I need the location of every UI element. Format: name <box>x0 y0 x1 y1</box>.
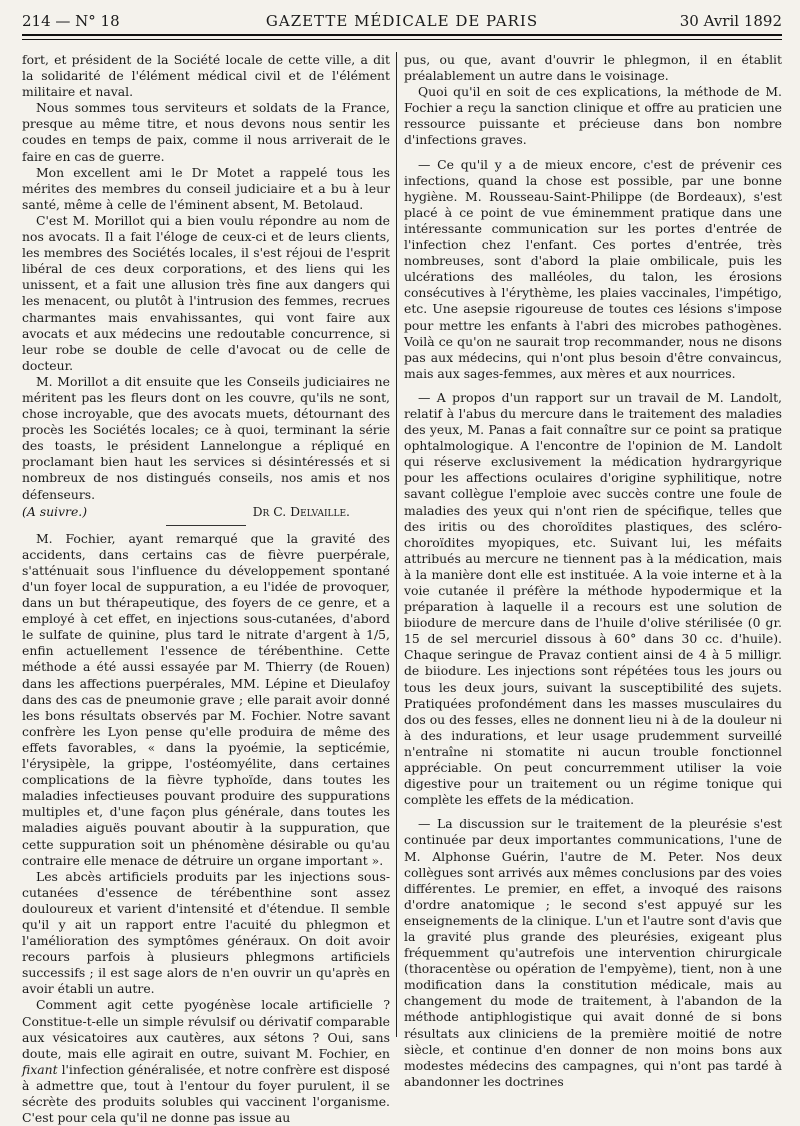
page-header <box>22 10 782 36</box>
page-number: 214 — N° 18 <box>22 12 120 30</box>
paragraph: Quoi qu'il en soit de ces explications, la méthode de M. Fochier a reçu la sanction clinique et offre au praticien une ressource puissante et précieuse dans bon nombre d'infections graves. <box>404 84 782 148</box>
paragraph: M. Fochier, ayant remarqué que la gravité des accidents, dans certains cas de fièvre puerpérale, s'atténuait sous l'influence du développement spontané d'un foyer local de suppuration, a eu l'idée de provoquer, dans un but thérapeutique, des foyers de ce genre, et a employé à cet effet, en injections sous-cutanées, d'abord le sulfate de quinine, plus tard le nitrate d'argent à 1/5, enfin actuellement l'essence de térébenthine. Cette méthode a été aussi essayée par M. Thierry (de Rouen) dans les affections puerpérales, MM. Lépine et Dieulafoy dans des cas de pneumonie grave ; elle parait avoir donné les bons résultats observés par M. Fochier. Notre savant confrère les Lyon pense qu'elle produira de même des effets favorables, « dans la pyoémie, la septicémie, l'érysipèle, la grippe, l'ostéomyélite, dans certaines complications de la fièvre typhoïde, dans toutes les maladies infectieuses pouvant produire des suppurations multiples et, d'une façon plus générale, dans toutes les maladies aiguës pouvant aboutir à la suppuration, que cette suppuration soit un phénomène désirable ou qu'au contraire elle menace de détruire un organe important ». <box>22 530 390 868</box>
paragraph <box>22 997 390 1126</box>
article-signature <box>22 504 390 520</box>
paragraph: fort, et président de la Société locale de cette ville, a dit la solidarité de l'élément médical civil et de l'élément militaire et naval. <box>22 52 390 100</box>
paragraph: — Ce qu'il y a de mieux encore, c'est de prévenir ces infections, quand la chose est possible, par une bonne hygiène. M. Rousseau-Saint-Philippe (de Bordeaux), s'est placé à ce point de vue éminemment pratique dans une intéressante communication sur les portes d'entrée de l'infection chez l'enfant. Ces portes d'entrée, très nombreuses, sont d'abord la plaie ombilicale, puis les ulcérations des malléoles, du talon, les érosions consécutives à l'érythème, les plaies vaccinales, l'impétigo, etc. Une asepsie rigoureuse de toutes ces lésions s'impose pour mettre les enfants à l'abri des microbes pathogènes. Voilà ce qu'on ne saurait trop recommander, nous ne disons pas aux médecins, qui n'ont plus besoin d'être convaincus, mais aux sages-femmes, aux mères et aux nourrices. <box>404 156 782 381</box>
paragraph: pus, ou que, avant d'ouvrir le phlegmon, il en établit préalablement un autre dans le voisinage. <box>404 52 782 84</box>
text-run: Comment agit cette pyogénèse locale artificielle ? Constitue-t-elle un simple révulsif ou dérivatif comparable aux vésicatoires aux cautères, aux sétons ? Oui, sans doute, mais elle agirait en outre, suivant M. Fochier, en <box>22 997 390 1061</box>
left-column <box>22 52 390 1126</box>
column-divider <box>396 52 397 1037</box>
paragraph: C'est M. Morillot qui a bien voulu répondre au nom de nos avocats. Il a fait l'éloge de ceux-ci et de leurs clients, les membres des Sociétés locales, il s'est réjoui de l'esprit libéral de ces deux corporations, et des liens qui les unissent, et a fait une allusion très fine aux dangers qui les menacent, ou plutôt à l'intrusion des femmes, recrues charmantes mais envahissantes, qui vont faire aux avocats et aux médecins une redoutable concurrence, si leur robe se double de celle d'avocat ou de celle de docteur. <box>22 212 390 373</box>
paragraph: M. Morillot a dit ensuite que les Conseils judiciaires ne méritent pas les fleurs dont on les couvre, qu'ils ne sont, chose incroyable, que des avocats muets, détournant des procès les Sociétés locales; ce à quoi, terminant la série des toasts, le président Lannelongue a répliqué en proclamant bien haut les services si désintéressés et si nombreux de nos distingués conseils, nos amis et nos défenseurs. <box>22 373 390 502</box>
paragraph: Les abcès artificiels produits par les injections sous-cutanées d'essence de térébenthine sont assez douloureux et varient d'intensité et d'étendue. Il semble qu'il y ait un rapport entre l'acuité du phlegmon et l'amélioration des symptômes généraux. On doit avoir recours parfois à plusieurs phlegmons artificiels successifs ; il est sage alors de n'en ouvrir un qu'après en avoir établi un autre. <box>22 868 390 997</box>
author-name: Dr C. Delvaille. <box>252 503 350 519</box>
right-column <box>404 52 782 1089</box>
text-columns <box>22 52 782 1126</box>
article-separator <box>166 525 246 526</box>
paragraph: Mon excellent ami le Dr Motet a rappelé tous les mérites des membres du conseil judiciaire et a bu à leur santé, même à celle de l'éminent absent, M. Betolaud. <box>22 164 390 212</box>
paragraph: Nous sommes tous serviteurs et soldats de la France, presque au même titre, et nous devons nous sentir les coudes en temps de paix, comme il nous arriverait de le faire en cas de guerre. <box>22 100 390 164</box>
paragraph: — A propos d'un rapport sur un travail de M. Landolt, relatif à l'abus du mercure dans le traitement des maladies des yeux, M. Panas a fait connaître sur ce point sa pratique ophtalmologique. A l'encontre de l'opinion de M. Landolt qui réserve exclusivement la médication hydrargyrique pour les affections oculaires d'origine syphilitique, notre savant collègue l'emploie avec succès contre une foule de maladies des yeux qui n'ont rien de spécifique, telles que des iritis ou des choroïdites plastiques, des scléro-choroïdites myopiques, etc. Suivant lui, les méfaits attribués au mercure ne tiennent pas à la médication, mais à la manière dont elle est instituée. A la voie interne et à la voie cutanée il préfère la méthode hypodermique et la préparation à laquelle il a recours est une solution de biiodure de mercure dans de l'huile d'olive stérilisée (0 gr. 15 de sel mercuriel dissous à 60° dans 30 cc. d'huile). Chaque seringue de Pravaz contient ainsi de 4 à 5 milligr. de biiodure. Les injections sont répétées tous les jours ou tous les deux jours, suivant la susceptibilité des sujets. Pratiquées profondément dans les masses musculaires du dos ou des fesses, elles ne donnent lieu ni à de la douleur ni à des indurations, et leur usage prudemment surveillé n'entraîne ni stomatite ni aucun trouble fonctionnel appréciable. On peut concurremment utiliser la voie digestive pour un traitement ou un régime tonique qui complète les effets de la médication. <box>404 389 782 808</box>
header-rule <box>22 39 782 40</box>
emphasis: fixant <box>22 1061 58 1077</box>
to-be-continued: (A suivre.) <box>22 503 88 519</box>
text-run: l'infection généralisée, et notre confrère est disposé à admettre que, tout à l'entour du foyer purulent, il se sécrète des produits solubles qui vaccinent l'organisme. C'est pour cela qu'il ne donne pas issue au <box>22 1061 390 1126</box>
paragraph: — La discussion sur le traitement de la pleurésie s'est continuée par deux importantes communications, l'une de M. Alphonse Guérin, l'autre de M. Peter. Nos deux collègues sont arrivés aux mêmes conclusions par des voies différentes. Le premier, en effet, a invoqué des raisons d'ordre anatomique ; le second s'est appuyé sur les enseignements de la clinique. L'un et l'autre sont d'avis que la gravité plus grande des pleurésies, exigeant plus fréquemment qu'autrefois une intervention chirurgicale (thoracentèse ou opération de l'empyème), tient, non à une modification dans la constitution médicale, mais au changement du mode de traitement, à l'abandon de la méthode antiphlogistique qui avait donné de si bons résultats aux cliniciens de la première moitié de notre siècle, et continue d'en donner de non moins bons aux modestes médecins des campagnes, qui n'ont pas tardé à abandonner les doctrines <box>404 816 782 1089</box>
journal-title: GAZETTE MÉDICALE DE PARIS <box>265 12 539 30</box>
issue-date: 30 Avril 1892 <box>679 12 782 30</box>
